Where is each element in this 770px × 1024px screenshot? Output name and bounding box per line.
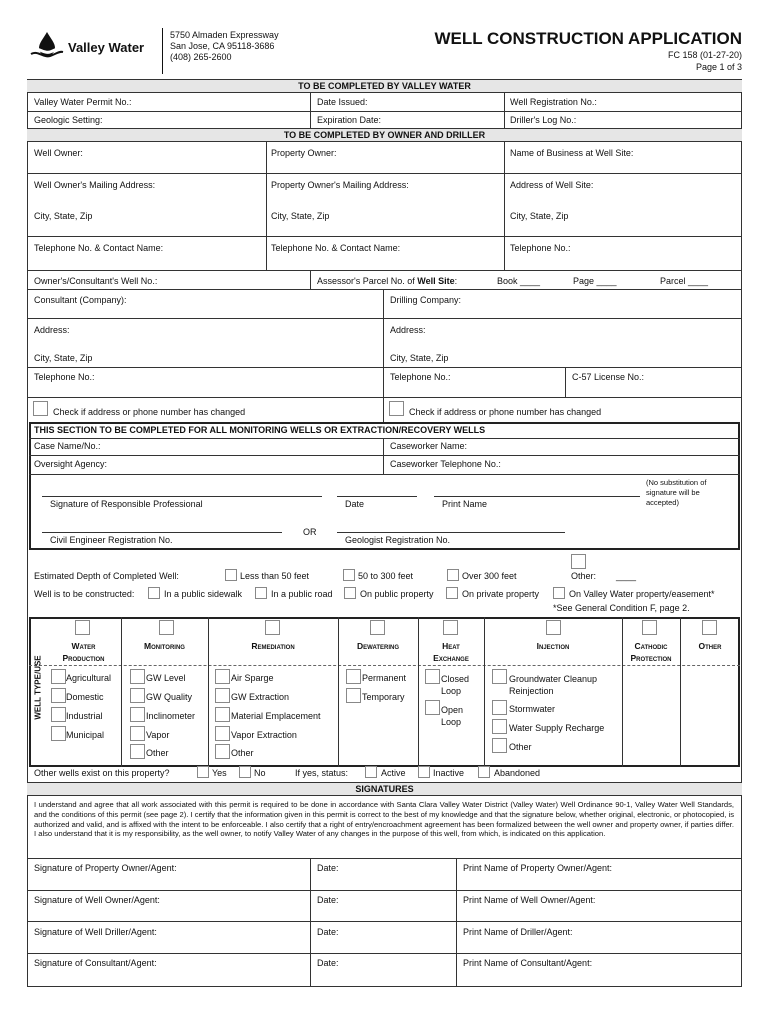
vapor-extraction-checkbox[interactable] (215, 726, 230, 741)
material-emplacement-label: Material Emplacement (231, 711, 321, 721)
closed-loop-checkbox[interactable] (425, 669, 440, 684)
water-supply-recharge-checkbox[interactable] (492, 719, 507, 734)
caseworker-name-field[interactable]: Caseworker Name: (390, 441, 468, 451)
other-wells-label: Other wells exist on this property? (34, 768, 170, 778)
gw-level-checkbox[interactable] (130, 669, 145, 684)
gw-quality-label: GW Quality (146, 692, 193, 702)
municipal-label: Municipal (66, 730, 105, 740)
print-name-field[interactable]: Print Name (442, 499, 488, 509)
property-city-field[interactable]: City, State, Zip (271, 211, 330, 221)
vapor-checkbox[interactable] (130, 726, 145, 741)
stormwater-label: Stormwater (509, 704, 556, 714)
municipal-checkbox[interactable] (51, 726, 66, 741)
depth-lt50-label: Less than 50 feet (240, 571, 310, 581)
oversight-agency-field[interactable]: Oversight Agency: (34, 459, 108, 469)
private-property-label: On private property (462, 589, 540, 599)
constructed-label: Well is to be constructed: (34, 589, 135, 599)
public-property-checkbox[interactable] (344, 587, 356, 599)
permanent-label: Permanent (362, 673, 407, 683)
public-property-label: On public property (360, 589, 434, 599)
dewatering-header: Dewatering (356, 641, 400, 651)
temporary-checkbox[interactable] (346, 688, 361, 703)
page-number: Page 1 of 3 (695, 62, 742, 72)
road-checkbox[interactable] (255, 587, 267, 599)
active-checkbox[interactable] (365, 766, 377, 778)
consultant-print-field[interactable]: Print Name of Consultant/Agent: (463, 958, 593, 968)
expiration-date-field[interactable]: Expiration Date: (317, 115, 382, 125)
depth-other-checkbox-top[interactable] (571, 554, 586, 569)
driller-telephone-field[interactable]: Telephone No.: (390, 372, 451, 382)
open-loop-label: Open Loop (441, 705, 464, 727)
injection-header: Injection (536, 641, 570, 651)
cathodic-header: Cathodic Protection (630, 641, 672, 663)
injection-other-checkbox[interactable] (492, 738, 507, 753)
owner-driller-band: TO BE COMPLETED BY OWNER AND DRILLER (27, 128, 742, 142)
monitoring-other-label: Other (146, 748, 169, 758)
material-emplacement-checkbox[interactable] (215, 707, 230, 722)
driller-print-field[interactable]: Print Name of Driller/Agent: (463, 927, 573, 937)
other-type-checkbox[interactable] (702, 620, 717, 635)
abandoned-label: Abandoned (494, 768, 541, 778)
address-line-1: 5750 Almaden Expressway (170, 30, 279, 40)
property-owner-field[interactable]: Property Owner: (271, 148, 337, 158)
apn-field[interactable]: Assessor's Parcel No. of Well Site: (317, 276, 458, 286)
consultant-address-field[interactable]: Address: (34, 325, 70, 335)
site-telephone-field[interactable]: Telephone No.: (510, 243, 571, 253)
inactive-checkbox[interactable] (418, 766, 430, 778)
domestic-label: Domestic (66, 692, 104, 702)
inactive-label: Inactive (433, 768, 465, 778)
signatures-band: SIGNATURES (27, 782, 742, 796)
agricultural-label: Agricultural (66, 673, 112, 683)
consultant-changed-label: Check if address or phone number has changed (53, 407, 246, 417)
remediation-checkbox[interactable] (265, 620, 280, 635)
owner-mailing-field[interactable]: Well Owner's Mailing Address: (34, 180, 156, 190)
permit-no-field[interactable]: Valley Water Permit No.: (34, 97, 132, 107)
depth-50-300-label: 50 to 300 feet (358, 571, 414, 581)
inclinometer-checkbox[interactable] (130, 707, 145, 722)
valley-water-property-checkbox[interactable] (553, 587, 565, 599)
well-owner-signature-field[interactable]: Signature of Well Owner/Agent: (34, 895, 160, 905)
water-production-checkbox[interactable] (75, 620, 90, 635)
property-telephone-field[interactable]: Telephone No. & Contact Name: (271, 243, 401, 253)
form-title: WELL CONSTRUCTION APPLICATION (434, 29, 742, 48)
book-field[interactable]: Book ____ (497, 276, 541, 286)
property-owner-signature-field[interactable]: Signature of Property Owner/Agent: (34, 863, 177, 873)
driller-signature-field[interactable]: Signature of Well Driller/Agent: (34, 927, 157, 937)
agricultural-checkbox[interactable] (51, 669, 66, 684)
open-loop-checkbox[interactable] (425, 700, 440, 715)
driller-city-field[interactable]: City, State, Zip (390, 353, 449, 363)
active-label: Active (381, 768, 406, 778)
remediation-other-checkbox[interactable] (215, 744, 230, 759)
driller-changed-label: Check if address or phone number has changed (409, 407, 602, 417)
dewatering-checkbox[interactable] (370, 620, 385, 635)
no-substitution-note: (No substitution of signature will be accepted) (646, 478, 707, 507)
monitoring-other-checkbox[interactable] (130, 744, 145, 759)
case-name-field[interactable]: Case Name/No.: (34, 441, 101, 451)
property-owner-date-field[interactable]: Date: (317, 863, 339, 873)
depth-other-label: Other: (571, 571, 597, 581)
groundwater-cleanup-checkbox[interactable] (492, 669, 507, 684)
signature-date-field[interactable]: Date (345, 499, 365, 509)
depth-label: Estimated Depth of Completed Well: (34, 571, 179, 581)
status-label: If yes, status: (295, 768, 349, 778)
inclinometer-label: Inclinometer (146, 711, 196, 721)
remediation-other-label: Other (231, 748, 254, 758)
consultant-company-field[interactable]: Consultant (Company): (34, 295, 127, 305)
consultant-telephone-field[interactable]: Telephone No.: (34, 372, 95, 382)
owner-telephone-field[interactable]: Telephone No. & Contact Name: (34, 243, 164, 253)
vapor-label: Vapor (146, 730, 170, 740)
remediation-header: Remediation (251, 641, 295, 651)
other-header: Other (698, 641, 722, 651)
sidewalk-label: In a public sidewalk (164, 589, 243, 599)
other-wells-no-label: No (254, 768, 266, 778)
owner-city-field[interactable]: City, State, Zip (34, 211, 93, 221)
logo (30, 28, 160, 68)
condition-note: *See General Condition F, page 2. (553, 603, 690, 613)
heat-exchange-checkbox[interactable] (443, 620, 458, 635)
water-production-header: Water Production (62, 641, 105, 663)
date-issued-field[interactable]: Date Issued: (317, 97, 368, 107)
private-property-checkbox[interactable] (446, 587, 458, 599)
vapor-extraction-label: Vapor Extraction (231, 730, 297, 740)
depth-other-blank[interactable]: ____ (616, 571, 637, 581)
closed-loop-label: Closed Loop (441, 674, 470, 696)
monitoring-heading: THIS SECTION TO BE COMPLETED FOR ALL MONITORING WELLS OR EXTRACTION/RECOVERY WELLS (34, 425, 486, 435)
industrial-label: Industrial (66, 711, 103, 721)
drillers-log-field[interactable]: Driller's Log No.: (510, 115, 577, 125)
driller-address-field[interactable]: Address: (390, 325, 426, 335)
phone: (408) 265-2600 (170, 52, 232, 62)
c57-license-field[interactable]: C-57 License No.: (572, 372, 645, 382)
industrial-checkbox[interactable] (51, 707, 66, 722)
injection-other-label: Other (509, 742, 532, 752)
consultant-well-no-field[interactable]: Owner's/Consultant's Well No.: (34, 276, 158, 286)
gw-quality-checkbox[interactable] (130, 688, 145, 703)
injection-checkbox[interactable] (546, 620, 561, 635)
certification-paragraph: I understand and agree that all work associated with this permit is required to be done in accordance with Santa Clara Valley Water District (Valley Water) Well Ordinance 90-1, Valley Water Well Standards, and the conditions of this permit (see page 2). I certify that the information given in this permit is correct to the best of my knowledge and that the signature below, whether original, electronic, or photocopied, is authorized and valid, and is affixed with the intent to be enforceable. I also certify that a right of entry/encroachment agreement has been formalized between the well owner and property owner, if parties differ. I also understand that it is my responsibility, as the well owner, to notify Valley Water of any changes in the purpose of this well, from which, is indicated on this application. (34, 800, 734, 839)
monitoring-header: Monitoring (144, 641, 185, 651)
driller-date-field[interactable]: Date: (317, 927, 339, 937)
gw-extraction-checkbox[interactable] (215, 688, 230, 703)
depth-over300-label: Over 300 feet (462, 571, 517, 581)
abandoned-checkbox[interactable] (478, 766, 490, 778)
or-label: OR (303, 527, 317, 537)
drilling-company-field[interactable]: Drilling Company: (390, 295, 462, 305)
site-address-field[interactable]: Address of Well Site: (510, 180, 594, 190)
groundwater-cleanup-label: Groundwater Cleanup Reinjection (509, 674, 598, 696)
water-supply-recharge-label: Water Supply Recharge (509, 723, 605, 733)
property-mailing-field[interactable]: Property Owner's Mailing Address: (271, 180, 409, 190)
gw-extraction-label: GW Extraction (231, 692, 290, 702)
site-city-field[interactable]: City, State, Zip (510, 211, 569, 221)
consultant-date-field[interactable]: Date: (317, 958, 339, 968)
other-wells-yes-checkbox[interactable] (197, 766, 209, 778)
caseworker-telephone-field[interactable]: Caseworker Telephone No.: (390, 459, 501, 469)
consultant-signature-field[interactable]: Signature of Consultant/Agent: (34, 958, 157, 968)
other-wells-no-checkbox[interactable] (239, 766, 251, 778)
air-sparge-checkbox[interactable] (215, 669, 230, 684)
sidewalk-checkbox[interactable] (148, 587, 160, 599)
consultant-changed-checkbox[interactable] (33, 401, 48, 416)
cathodic-checkbox[interactable] (642, 620, 657, 635)
temporary-label: Temporary (362, 692, 405, 702)
air-sparge-label: Air Sparge (231, 673, 274, 683)
heat-exchange-header: Heat Exchange (433, 641, 469, 663)
geologist-field[interactable]: Geologist Registration No. (345, 535, 451, 545)
address-line-2: San Jose, CA 95118-3686 (170, 41, 275, 51)
geologic-setting-field[interactable]: Geologic Setting: (34, 115, 103, 125)
depth-over300-checkbox[interactable] (447, 569, 459, 581)
consultant-city-field[interactable]: City, State, Zip (34, 353, 93, 363)
well-owner-date-field[interactable]: Date: (317, 895, 339, 905)
parcel-field[interactable]: Parcel ____ (660, 276, 709, 286)
well-owner-print-field[interactable]: Print Name of Well Owner/Agent: (463, 895, 596, 905)
responsible-signature-field[interactable]: Signature of Responsible Professional (50, 499, 203, 509)
form-number: FC 158 (01-27-20) (667, 50, 742, 60)
logo-text: Valley Water (68, 40, 145, 55)
depth-50-300-checkbox[interactable] (343, 569, 355, 581)
other-wells-yes-label: Yes (212, 768, 227, 778)
road-label: In a public road (271, 589, 333, 599)
stormwater-checkbox[interactable] (492, 700, 507, 715)
valley-water-property-label: On Valley Water property/easement* (569, 589, 715, 599)
well-owner-field[interactable]: Well Owner: (34, 148, 83, 158)
water-drop-icon (30, 30, 64, 62)
registration-no-field[interactable]: Well Registration No.: (510, 97, 597, 107)
valley-water-band: TO BE COMPLETED BY VALLEY WATER (27, 79, 742, 93)
depth-lt50-checkbox[interactable] (225, 569, 237, 581)
monitoring-checkbox[interactable] (159, 620, 174, 635)
property-owner-print-field[interactable]: Print Name of Property Owner/Agent: (463, 863, 613, 873)
civil-engineer-field[interactable]: Civil Engineer Registration No. (50, 535, 173, 545)
well-type-side-label: WELL TYPE/USE (33, 655, 43, 720)
permanent-checkbox[interactable] (346, 669, 361, 684)
business-name-field[interactable]: Name of Business at Well Site: (510, 148, 634, 158)
driller-changed-checkbox[interactable] (389, 401, 404, 416)
domestic-checkbox[interactable] (51, 688, 66, 703)
page-field[interactable]: Page ____ (573, 276, 617, 286)
gw-level-label: GW Level (146, 673, 186, 683)
